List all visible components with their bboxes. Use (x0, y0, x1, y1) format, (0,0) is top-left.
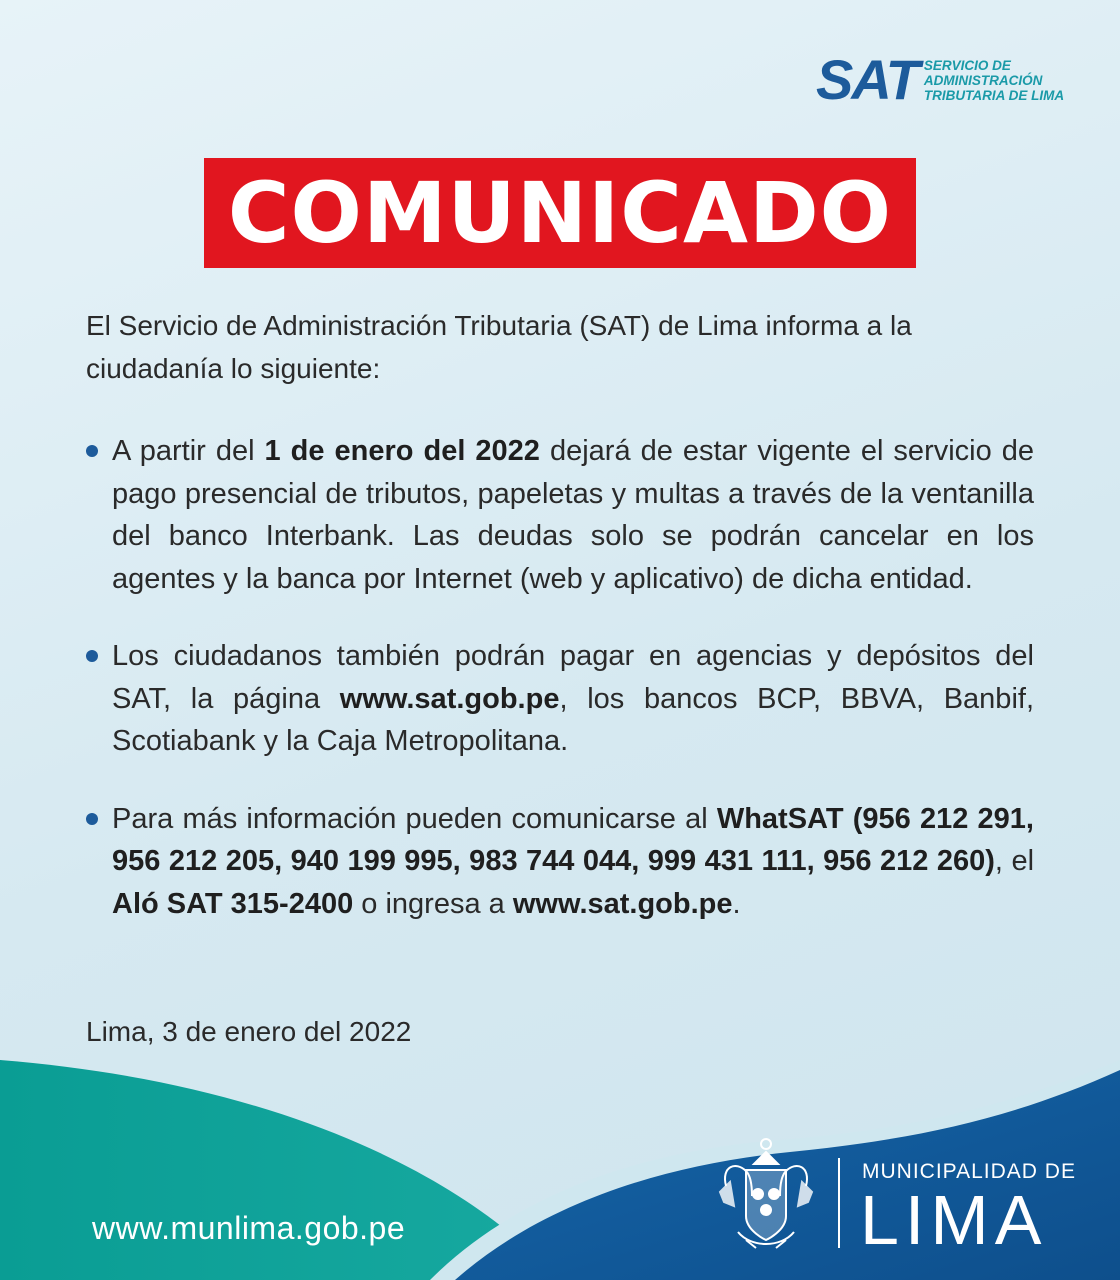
sat-logo-line: TRIBUTARIA DE LIMA (923, 87, 1065, 103)
intro-paragraph: El Servicio de Administración Tributaria (SAT) de Lima informa a la ciudadanía lo siguiente: (86, 310, 912, 384)
bullet-list (86, 430, 1034, 925)
sat-logo-text (924, 58, 1084, 103)
municipalidad-label: MUNICIPALIDAD DE (862, 1160, 1076, 1183)
bullet-text: Para más información pueden comunicarse al (112, 802, 717, 835)
bullet-item (86, 635, 1034, 763)
sat-logo-line: ADMINISTRACIÓN (923, 72, 1043, 88)
bullet-text: Los ciudadanos también podrán pagar en agencias y depósitos del SAT, la página (112, 640, 1034, 715)
page-title: COMUNICADO (227, 164, 893, 262)
bullet-text: , el (994, 845, 1035, 877)
sat-logo-line: SERVICIO DE (923, 57, 1011, 73)
bullet-bold: WhatSAT (956 212 291, 956 212 205, 940 199 995, 983 744 044, 999 431 111, 956 212 260) (112, 802, 1034, 877)
bullet-text: o ingresa a (353, 887, 513, 920)
bullet-text: , los bancos BCP, BBVA, Banbif, Scotiabank y la Caja Metropolitana. (112, 682, 1034, 757)
bullet-text: dejará de estar vigente el servicio de pago presencial de tributos, papeletas y multas a través de la ventanilla del banco Interbank. Las deudas solo se podrán cancelar en los agentes y la banca por Internet (web y aplicativo) de dicha entidad. (112, 435, 1035, 595)
logo-divider (838, 1158, 840, 1248)
bullet-item (86, 798, 1034, 926)
bullet-text: A partir del (112, 435, 265, 467)
bullet-bold: Aló SAT 315-2400 (112, 887, 354, 920)
bullet-bold: www.sat.gob.pe (512, 887, 733, 920)
title-banner (204, 158, 916, 268)
footer-url: www.munlima.gob.pe (92, 1210, 406, 1246)
bullet-bold: 1 de enero del 2022 (264, 435, 540, 467)
sat-logo (816, 48, 1084, 111)
sat-logo-mark: SAT (816, 48, 918, 111)
bullet-item (86, 430, 1034, 600)
main-content (86, 304, 1034, 925)
lima-label: LIMA (860, 1181, 1048, 1259)
bullet-bold: www.sat.gob.pe (339, 682, 560, 715)
lima-coat-of-arms-icon (716, 1136, 816, 1256)
bullet-text: . (732, 887, 741, 920)
dateline: Lima, 3 de enero del 2022 (86, 1016, 412, 1047)
